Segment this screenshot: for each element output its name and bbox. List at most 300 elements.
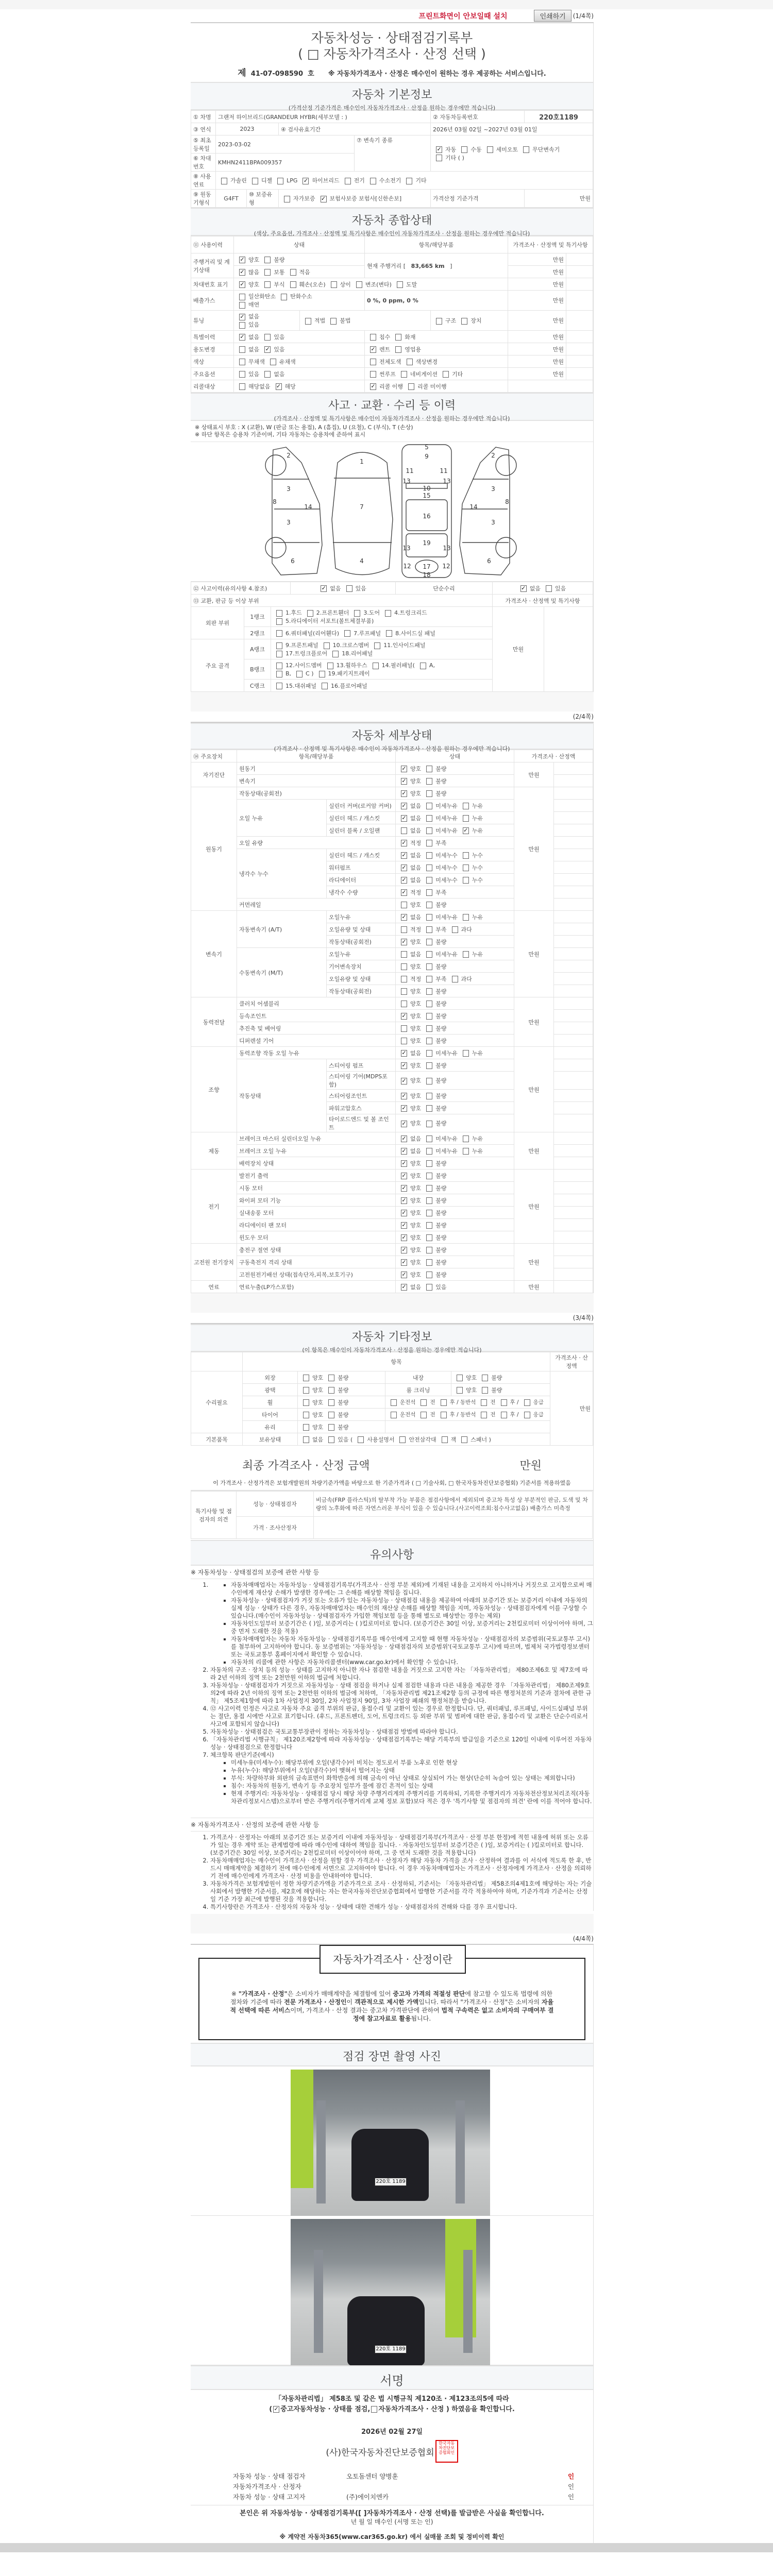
checkbox-option[interactable] — [398, 1104, 421, 1112]
checked-checkbox-icon[interactable]: ✓ — [401, 938, 407, 945]
checkbox-option[interactable] — [398, 777, 421, 785]
checkbox-option[interactable] — [423, 1270, 446, 1279]
checked-checkbox-icon[interactable]: ✓ — [276, 383, 281, 389]
unchecked-checkbox-icon[interactable] — [426, 1013, 432, 1020]
unchecked-checkbox-icon[interactable] — [276, 630, 282, 637]
checkbox-option[interactable] — [398, 925, 421, 934]
unchecked-checkbox-icon[interactable] — [270, 359, 276, 365]
unchecked-checkbox-icon[interactable] — [463, 877, 469, 884]
unchecked-checkbox-icon[interactable] — [482, 1387, 488, 1394]
checkbox-option[interactable] — [440, 370, 463, 378]
checkbox-option[interactable] — [423, 765, 446, 773]
checkbox-option[interactable] — [423, 851, 458, 859]
checked-checkbox-icon[interactable]: ✓ — [401, 1147, 407, 1154]
checkbox-option[interactable] — [388, 1398, 415, 1406]
unchecked-checkbox-icon[interactable] — [373, 663, 379, 669]
checkbox-option[interactable] — [398, 1196, 421, 1205]
checked-checkbox-icon[interactable]: ✓ — [303, 177, 309, 184]
checkbox-option[interactable] — [423, 999, 446, 1008]
checkbox-option[interactable] — [423, 1061, 446, 1070]
unchecked-checkbox-icon[interactable] — [319, 671, 325, 677]
unchecked-checkbox-icon[interactable] — [426, 778, 432, 785]
unchecked-checkbox-icon[interactable] — [442, 1436, 448, 1443]
checkbox-option[interactable] — [249, 176, 272, 184]
checkbox-option[interactable] — [460, 802, 483, 810]
unchecked-checkbox-icon[interactable] — [264, 257, 271, 263]
checkbox-option[interactable] — [423, 1246, 446, 1254]
checkbox-option[interactable] — [398, 1258, 421, 1266]
unchecked-checkbox-icon[interactable] — [487, 146, 493, 153]
unchecked-checkbox-icon[interactable] — [239, 302, 245, 309]
unchecked-checkbox-icon[interactable] — [305, 318, 311, 325]
unchecked-checkbox-icon[interactable] — [463, 1136, 469, 1142]
checkbox-option[interactable] — [236, 345, 259, 353]
unchecked-checkbox-icon[interactable] — [426, 840, 432, 846]
unchecked-checkbox-icon[interactable] — [426, 951, 432, 958]
checkbox-option[interactable] — [398, 901, 421, 909]
checkbox-option[interactable] — [398, 1134, 421, 1143]
checkbox-option[interactable] — [367, 345, 390, 353]
unchecked-checkbox-icon[interactable] — [264, 281, 271, 288]
checkbox-option[interactable] — [423, 925, 446, 934]
checkbox-option[interactable] — [267, 358, 296, 366]
checkbox-option[interactable] — [287, 280, 326, 289]
checkbox-option[interactable] — [423, 913, 458, 921]
unchecked-checkbox-icon[interactable] — [371, 2406, 377, 2413]
checkbox-option[interactable] — [423, 1147, 458, 1155]
checkbox-option[interactable] — [273, 382, 296, 391]
unchecked-checkbox-icon[interactable] — [303, 1436, 309, 1443]
checkbox-option[interactable] — [484, 145, 518, 154]
unchecked-checkbox-icon[interactable] — [344, 630, 350, 637]
unchecked-checkbox-icon[interactable] — [426, 766, 432, 772]
checked-checkbox-icon[interactable]: ✓ — [401, 839, 407, 846]
checkbox-option[interactable] — [398, 950, 421, 958]
unchecked-checkbox-icon[interactable] — [426, 1222, 432, 1229]
checkbox-option[interactable] — [398, 938, 421, 946]
checkbox-option[interactable] — [261, 370, 284, 378]
checked-checkbox-icon[interactable]: ✓ — [401, 1062, 407, 1069]
checked-checkbox-icon[interactable]: ✓ — [463, 827, 468, 834]
checkbox-option[interactable] — [423, 975, 446, 983]
checkbox-option[interactable] — [369, 661, 415, 669]
unchecked-checkbox-icon[interactable] — [426, 1284, 432, 1291]
unchecked-checkbox-icon[interactable] — [421, 1412, 427, 1418]
unchecked-checkbox-icon[interactable] — [426, 790, 432, 797]
checkbox-option[interactable] — [423, 1119, 446, 1127]
unchecked-checkbox-icon[interactable] — [426, 988, 432, 995]
checkbox-option[interactable] — [398, 370, 438, 378]
unchecked-checkbox-icon[interactable] — [252, 178, 258, 184]
checkbox-option[interactable] — [498, 1398, 519, 1406]
checkbox-option[interactable] — [423, 1159, 446, 1167]
checkbox-option[interactable] — [423, 1049, 458, 1057]
checked-checkbox-icon[interactable]: ✓ — [240, 268, 245, 275]
checked-checkbox-icon[interactable]: ✓ — [521, 585, 526, 591]
checkbox-option[interactable] — [398, 863, 421, 872]
checkbox-option[interactable] — [353, 280, 392, 289]
checkbox-option[interactable] — [273, 629, 339, 637]
unchecked-checkbox-icon[interactable] — [436, 155, 442, 161]
checkbox-option[interactable] — [398, 826, 421, 835]
unchecked-checkbox-icon[interactable] — [401, 926, 407, 933]
checkbox-option[interactable] — [274, 177, 297, 184]
checkbox-option[interactable] — [398, 1246, 421, 1254]
checked-checkbox-icon[interactable]: ✓ — [401, 790, 407, 796]
unchecked-checkbox-icon[interactable] — [426, 1148, 432, 1155]
checkbox-option[interactable] — [278, 292, 312, 300]
checkbox-option[interactable] — [392, 333, 415, 341]
checked-checkbox-icon[interactable]: ✓ — [401, 1105, 407, 1111]
unchecked-checkbox-icon[interactable] — [426, 803, 432, 809]
unchecked-checkbox-icon[interactable] — [426, 865, 432, 871]
checked-checkbox-icon[interactable]: ✓ — [371, 383, 376, 389]
unchecked-checkbox-icon[interactable] — [276, 610, 282, 617]
unchecked-checkbox-icon[interactable] — [239, 371, 245, 378]
checkbox-option[interactable] — [458, 145, 481, 154]
checkbox-option[interactable] — [423, 1196, 446, 1205]
unchecked-checkbox-icon[interactable] — [346, 585, 352, 592]
checkbox-option[interactable] — [521, 1411, 544, 1418]
unchecked-checkbox-icon[interactable] — [461, 318, 467, 325]
checkbox-option[interactable] — [398, 1061, 421, 1070]
checkbox-option[interactable] — [396, 1435, 436, 1444]
unchecked-checkbox-icon[interactable] — [276, 618, 282, 625]
unchecked-checkbox-icon[interactable] — [408, 383, 414, 390]
unchecked-checkbox-icon[interactable] — [426, 1121, 432, 1127]
checkbox-option[interactable] — [273, 649, 327, 657]
unchecked-checkbox-icon[interactable] — [303, 1387, 309, 1394]
checked-checkbox-icon[interactable]: ✓ — [401, 1135, 407, 1142]
checkbox-option[interactable] — [460, 851, 483, 859]
checkbox-option[interactable] — [355, 1435, 394, 1444]
unchecked-checkbox-icon[interactable] — [426, 1272, 432, 1278]
unchecked-checkbox-icon[interactable] — [482, 1375, 488, 1381]
unchecked-checkbox-icon[interactable] — [284, 196, 290, 202]
checked-checkbox-icon[interactable]: ✓ — [401, 852, 407, 858]
checkbox-option[interactable] — [423, 802, 458, 810]
unchecked-checkbox-icon[interactable] — [463, 1148, 469, 1155]
checkbox-option[interactable] — [261, 256, 284, 264]
checkbox-option[interactable] — [460, 876, 483, 884]
checked-checkbox-icon[interactable]: ✓ — [401, 802, 407, 809]
unchecked-checkbox-icon[interactable] — [401, 827, 407, 834]
unchecked-checkbox-icon[interactable] — [463, 803, 469, 809]
checked-checkbox-icon[interactable]: ✓ — [401, 1271, 407, 1278]
checked-checkbox-icon[interactable]: ✓ — [401, 913, 407, 920]
checkbox-option[interactable] — [299, 176, 339, 184]
unchecked-checkbox-icon[interactable] — [401, 1025, 407, 1032]
checkbox-option[interactable] — [328, 280, 351, 289]
checkbox-option[interactable] — [423, 1024, 446, 1032]
checkbox-option[interactable] — [423, 901, 446, 909]
checked-checkbox-icon[interactable]: ✓ — [265, 346, 270, 352]
unchecked-checkbox-icon[interactable] — [239, 322, 245, 329]
unchecked-checkbox-icon[interactable] — [457, 1387, 463, 1394]
checkbox-option[interactable] — [423, 888, 446, 896]
unchecked-checkbox-icon[interactable] — [307, 610, 313, 617]
checkbox-option[interactable] — [236, 268, 259, 276]
checkbox-option[interactable] — [403, 176, 426, 184]
checkbox-option[interactable] — [398, 1172, 421, 1180]
unchecked-checkbox-icon[interactable] — [501, 1399, 507, 1406]
checkbox-option[interactable] — [439, 1435, 457, 1444]
checked-checkbox-icon[interactable]: ✓ — [401, 876, 407, 883]
checkbox-option[interactable] — [423, 1283, 446, 1291]
checkbox-option[interactable] — [236, 370, 259, 378]
checkbox-option[interactable] — [423, 950, 458, 958]
checkbox-option[interactable] — [453, 1386, 477, 1394]
checkbox-option[interactable] — [405, 382, 447, 391]
unchecked-checkbox-icon[interactable] — [386, 630, 392, 637]
unchecked-checkbox-icon[interactable] — [303, 1424, 309, 1431]
checkbox-option[interactable] — [423, 1037, 446, 1045]
checkbox-option[interactable] — [371, 641, 425, 649]
unchecked-checkbox-icon[interactable] — [426, 902, 432, 908]
unchecked-checkbox-icon[interactable] — [391, 1399, 397, 1406]
checkbox-option[interactable] — [398, 913, 421, 921]
checkbox-option[interactable] — [398, 1037, 421, 1045]
checkbox-option[interactable] — [423, 876, 458, 884]
checkbox-option[interactable] — [300, 1411, 323, 1419]
checkbox-option[interactable] — [398, 1024, 421, 1032]
unchecked-checkbox-icon[interactable] — [426, 1062, 432, 1069]
checkbox-option[interactable] — [398, 1147, 421, 1155]
checked-checkbox-icon[interactable]: ✓ — [401, 1172, 407, 1179]
unchecked-checkbox-icon[interactable] — [296, 671, 303, 677]
checkbox-option[interactable] — [293, 670, 313, 677]
checkbox-option[interactable] — [317, 584, 341, 592]
checkbox-option[interactable] — [460, 950, 483, 958]
unchecked-checkbox-icon[interactable] — [481, 1412, 487, 1418]
checked-checkbox-icon[interactable]: ✓ — [321, 585, 326, 591]
checkbox-option[interactable] — [423, 1258, 446, 1266]
checkbox-option[interactable] — [423, 962, 446, 971]
checkbox-option[interactable] — [325, 1435, 352, 1444]
unchecked-checkbox-icon[interactable] — [277, 178, 283, 184]
checkbox-option[interactable] — [388, 1411, 415, 1418]
checkbox-option[interactable] — [300, 1386, 323, 1394]
unchecked-checkbox-icon[interactable] — [281, 294, 287, 300]
checkbox-option[interactable] — [236, 312, 259, 320]
unchecked-checkbox-icon[interactable] — [276, 642, 282, 649]
checkbox-option[interactable] — [325, 1374, 348, 1382]
checkbox-option[interactable] — [342, 176, 365, 184]
unchecked-checkbox-icon[interactable] — [441, 1399, 447, 1406]
checked-checkbox-icon[interactable]: ✓ — [401, 1120, 407, 1127]
checked-checkbox-icon[interactable]: ✓ — [401, 1012, 407, 1019]
checkbox-option[interactable] — [423, 1172, 446, 1180]
checkbox-option[interactable] — [423, 826, 458, 835]
checkbox-option[interactable] — [327, 316, 350, 325]
unchecked-checkbox-icon[interactable] — [385, 610, 391, 617]
checkbox-option[interactable] — [460, 1134, 483, 1143]
unchecked-checkbox-icon[interactable] — [391, 1412, 397, 1418]
unchecked-checkbox-icon[interactable] — [239, 294, 245, 300]
checkbox-option[interactable] — [417, 1398, 435, 1406]
checkbox-option[interactable] — [398, 1159, 421, 1167]
checkbox-option[interactable] — [423, 987, 446, 995]
checkbox-option[interactable] — [417, 662, 435, 669]
checked-checkbox-icon[interactable]: ✓ — [401, 1283, 407, 1290]
unchecked-checkbox-icon[interactable] — [426, 1136, 432, 1142]
checkbox-option[interactable] — [236, 358, 265, 366]
checkbox-option[interactable] — [458, 316, 481, 325]
unchecked-checkbox-icon[interactable] — [395, 334, 401, 341]
checkbox-option[interactable] — [325, 1411, 348, 1419]
unchecked-checkbox-icon[interactable] — [328, 1412, 334, 1418]
checkbox-option[interactable] — [324, 661, 367, 669]
checkbox-option[interactable] — [329, 649, 373, 657]
checkbox-option[interactable] — [423, 1134, 458, 1143]
checked-checkbox-icon[interactable]: ✓ — [401, 1197, 407, 1204]
unchecked-checkbox-icon[interactable] — [328, 1424, 334, 1431]
unchecked-checkbox-icon[interactable] — [395, 346, 401, 353]
checkbox-option[interactable] — [383, 629, 435, 637]
checkbox-option[interactable] — [236, 333, 259, 341]
unchecked-checkbox-icon[interactable] — [481, 1399, 487, 1406]
checked-checkbox-icon[interactable]: ✓ — [401, 777, 407, 784]
unchecked-checkbox-icon[interactable] — [426, 1038, 432, 1044]
unchecked-checkbox-icon[interactable] — [426, 815, 432, 822]
unchecked-checkbox-icon[interactable] — [328, 1399, 334, 1406]
checked-checkbox-icon[interactable]: ✓ — [401, 864, 407, 871]
checkbox-option[interactable] — [423, 1184, 446, 1192]
unchecked-checkbox-icon[interactable] — [426, 976, 432, 982]
checkbox-option[interactable] — [449, 975, 472, 983]
checkbox-option[interactable] — [460, 814, 483, 822]
checkbox-option[interactable] — [423, 1104, 446, 1112]
unchecked-checkbox-icon[interactable] — [239, 346, 245, 353]
unchecked-checkbox-icon[interactable] — [426, 889, 432, 896]
checkbox-option[interactable] — [398, 1209, 421, 1217]
checked-checkbox-icon[interactable]: ✓ — [401, 1259, 407, 1265]
checkbox-option[interactable] — [398, 1012, 421, 1020]
unchecked-checkbox-icon[interactable] — [356, 281, 362, 288]
unchecked-checkbox-icon[interactable] — [452, 976, 458, 982]
unchecked-checkbox-icon[interactable] — [374, 642, 380, 649]
checkbox-option[interactable] — [460, 1147, 483, 1155]
checkbox-option[interactable] — [398, 975, 421, 983]
unchecked-checkbox-icon[interactable] — [276, 651, 282, 657]
checkbox-option[interactable] — [261, 280, 284, 289]
checkbox-option[interactable] — [236, 320, 259, 329]
unchecked-checkbox-icon[interactable] — [345, 178, 351, 184]
unchecked-checkbox-icon[interactable] — [426, 1173, 432, 1179]
checkbox-option[interactable] — [478, 1398, 495, 1406]
unchecked-checkbox-icon[interactable] — [354, 610, 360, 617]
unchecked-checkbox-icon[interactable] — [303, 1412, 309, 1418]
checkbox-option[interactable] — [317, 194, 402, 202]
checkbox-option[interactable] — [433, 316, 456, 325]
checkbox-option[interactable] — [498, 1411, 519, 1418]
checkbox-option[interactable] — [433, 145, 456, 154]
unchecked-checkbox-icon[interactable] — [461, 1436, 467, 1443]
unchecked-checkbox-icon[interactable] — [524, 1399, 530, 1406]
checkbox-option[interactable] — [236, 280, 259, 289]
unchecked-checkbox-icon[interactable] — [426, 1247, 432, 1253]
checkbox-option[interactable] — [287, 268, 310, 276]
unchecked-checkbox-icon[interactable] — [370, 178, 376, 184]
unchecked-checkbox-icon[interactable] — [523, 146, 529, 153]
checkbox-option[interactable] — [236, 382, 271, 391]
checkbox-option[interactable] — [398, 765, 421, 773]
checkbox-option[interactable] — [300, 1398, 323, 1406]
checkbox-option[interactable] — [392, 345, 421, 353]
unchecked-checkbox-icon[interactable] — [426, 1160, 432, 1167]
unchecked-checkbox-icon[interactable] — [426, 914, 432, 921]
unchecked-checkbox-icon[interactable] — [401, 963, 407, 970]
print-button[interactable]: 인쇄하기 — [534, 10, 571, 22]
checkbox-option[interactable] — [236, 256, 259, 264]
checkbox-option[interactable] — [325, 1398, 348, 1406]
unchecked-checkbox-icon[interactable] — [546, 585, 552, 592]
checkbox-option[interactable] — [479, 1374, 502, 1382]
unchecked-checkbox-icon[interactable] — [276, 671, 282, 677]
checkbox-option[interactable] — [273, 641, 318, 649]
unchecked-checkbox-icon[interactable] — [426, 1025, 432, 1032]
checkbox-option[interactable] — [318, 682, 367, 690]
checkbox-option[interactable] — [367, 382, 403, 391]
unchecked-checkbox-icon[interactable] — [426, 1185, 432, 1192]
unchecked-checkbox-icon[interactable] — [463, 914, 469, 921]
checkbox-option[interactable] — [398, 1221, 421, 1229]
checkbox-option[interactable] — [398, 1283, 421, 1291]
checkbox-option[interactable] — [423, 938, 446, 946]
checkbox-option[interactable] — [433, 154, 464, 162]
checkbox-option[interactable] — [398, 839, 421, 847]
checkbox-option[interactable] — [367, 333, 390, 341]
checkbox-option[interactable] — [398, 1233, 421, 1242]
checkbox-option[interactable] — [458, 1435, 491, 1444]
checkbox-option[interactable] — [398, 1076, 421, 1084]
checked-checkbox-icon[interactable]: ✓ — [401, 1092, 407, 1099]
unchecked-checkbox-icon[interactable] — [290, 269, 296, 276]
unchecked-checkbox-icon[interactable] — [239, 359, 245, 365]
checkbox-option[interactable] — [417, 1411, 435, 1418]
checkbox-option[interactable] — [423, 1209, 446, 1217]
unchecked-checkbox-icon[interactable] — [401, 1038, 407, 1044]
checkbox-option[interactable] — [423, 1221, 446, 1229]
unchecked-checkbox-icon[interactable] — [264, 269, 271, 276]
unchecked-checkbox-icon[interactable] — [328, 1375, 334, 1381]
unchecked-checkbox-icon[interactable] — [463, 865, 469, 871]
unchecked-checkbox-icon[interactable] — [239, 383, 245, 390]
unchecked-checkbox-icon[interactable] — [276, 683, 282, 689]
unchecked-checkbox-icon[interactable] — [426, 1210, 432, 1216]
checkbox-option[interactable] — [398, 876, 421, 884]
unchecked-checkbox-icon[interactable] — [426, 1105, 432, 1112]
checkbox-option[interactable] — [261, 268, 284, 276]
checkbox-option[interactable] — [316, 669, 370, 677]
unchecked-checkbox-icon[interactable] — [324, 642, 330, 649]
checkbox-option[interactable] — [325, 1386, 348, 1394]
checkbox-option[interactable] — [398, 851, 421, 859]
unchecked-checkbox-icon[interactable] — [426, 1078, 432, 1084]
checked-checkbox-icon[interactable]: ✓ — [371, 346, 376, 352]
checkbox-option[interactable] — [398, 1049, 421, 1057]
checkbox-option[interactable] — [398, 962, 421, 971]
unchecked-checkbox-icon[interactable] — [426, 926, 432, 933]
unchecked-checkbox-icon[interactable] — [461, 146, 467, 153]
unchecked-checkbox-icon[interactable] — [407, 359, 413, 365]
checked-checkbox-icon[interactable]: ✓ — [401, 1246, 407, 1253]
checkbox-option[interactable] — [341, 629, 381, 637]
unchecked-checkbox-icon[interactable] — [426, 939, 432, 945]
checkbox-option[interactable] — [398, 1119, 421, 1127]
unchecked-checkbox-icon[interactable] — [397, 281, 403, 288]
checkbox-option[interactable] — [382, 608, 427, 617]
